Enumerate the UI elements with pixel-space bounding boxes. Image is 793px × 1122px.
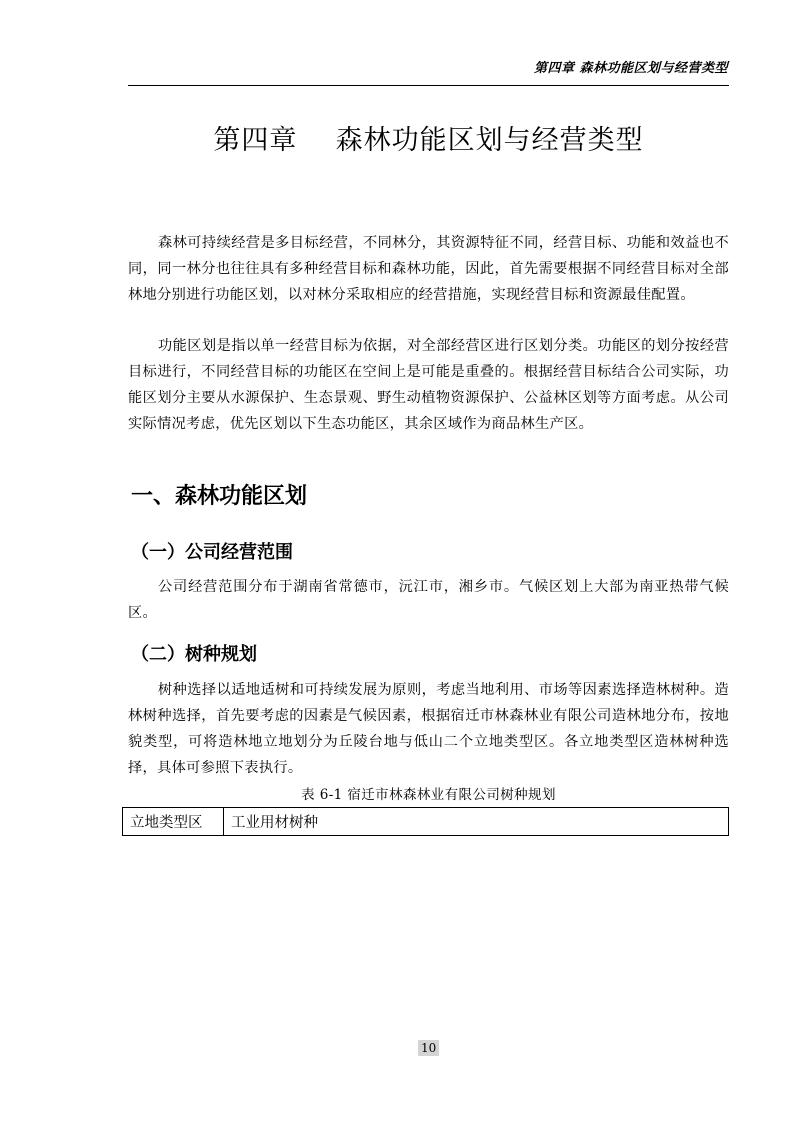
header-rule xyxy=(128,85,729,86)
scope-paragraph: 公司经营范围分布于湖南省常德市，沅江市，湘乡市。气候区划上大部为南亚热带气候区。 xyxy=(128,579,729,621)
species-plan-table xyxy=(122,807,729,836)
intro-paragraph-1: 森林可持续经营是多目标经营，不同林分，其资源特征不同，经营目标、功能和效益也不同，同一林分也往往具有多种经营目标和森林功能，因此，首先需要根据不同经营目标对全部林地分别进行功能区划，以对林分采取相应的经营措施，实现经营目标和资源最佳配置。 xyxy=(128,235,729,303)
subsection-heading-scope: （一）公司经营范围 xyxy=(131,542,293,563)
table-row xyxy=(123,808,729,836)
table-header-industrial-species: 工业用材树种 xyxy=(224,808,729,836)
chapter-title: 第四章 森林功能区划与经营类型 xyxy=(213,125,644,156)
section-heading: 一、森林功能区划 xyxy=(131,484,308,509)
page-number: 10 xyxy=(418,1040,439,1056)
table-header-site-type: 立地类型区 xyxy=(123,808,224,836)
running-header: 第四章 森林功能区划与经营类型 xyxy=(533,61,728,76)
subsection-heading-species: （二）树种规划 xyxy=(131,644,257,665)
intro-paragraph-2: 功能区划是指以单一经营目标为依据，对全部经营区进行区划分类。功能区的划分按经营目标进行，不同经营目标的功能区在空间上是可能是重叠的。根据经营目标结合公司实际，功能区划分主要从水源保护、生态景观、野生动植物资源保护、公益林区划等方面考虑。从公司实际情况考虑，优先区划以下生态功能区，其余区域作为商品林生产区。 xyxy=(128,338,729,432)
species-paragraph: 树种选择以适地适树和可持续发展为原则，考虑当地利用、市场等因素选择造林树种。造林树种选择，首先要考虑的因素是气候因素，根据宿迁市林森林业有限公司造林地分布，按地貌类型，可将造林地立地划分为丘陵台地与低山二个立地类型区。各立地类型区造林树种选择，具体可参照下表执行。 xyxy=(128,682,729,776)
table-caption: 表 6-1 宿迁市林森林业有限公司树种规划 xyxy=(301,787,556,803)
